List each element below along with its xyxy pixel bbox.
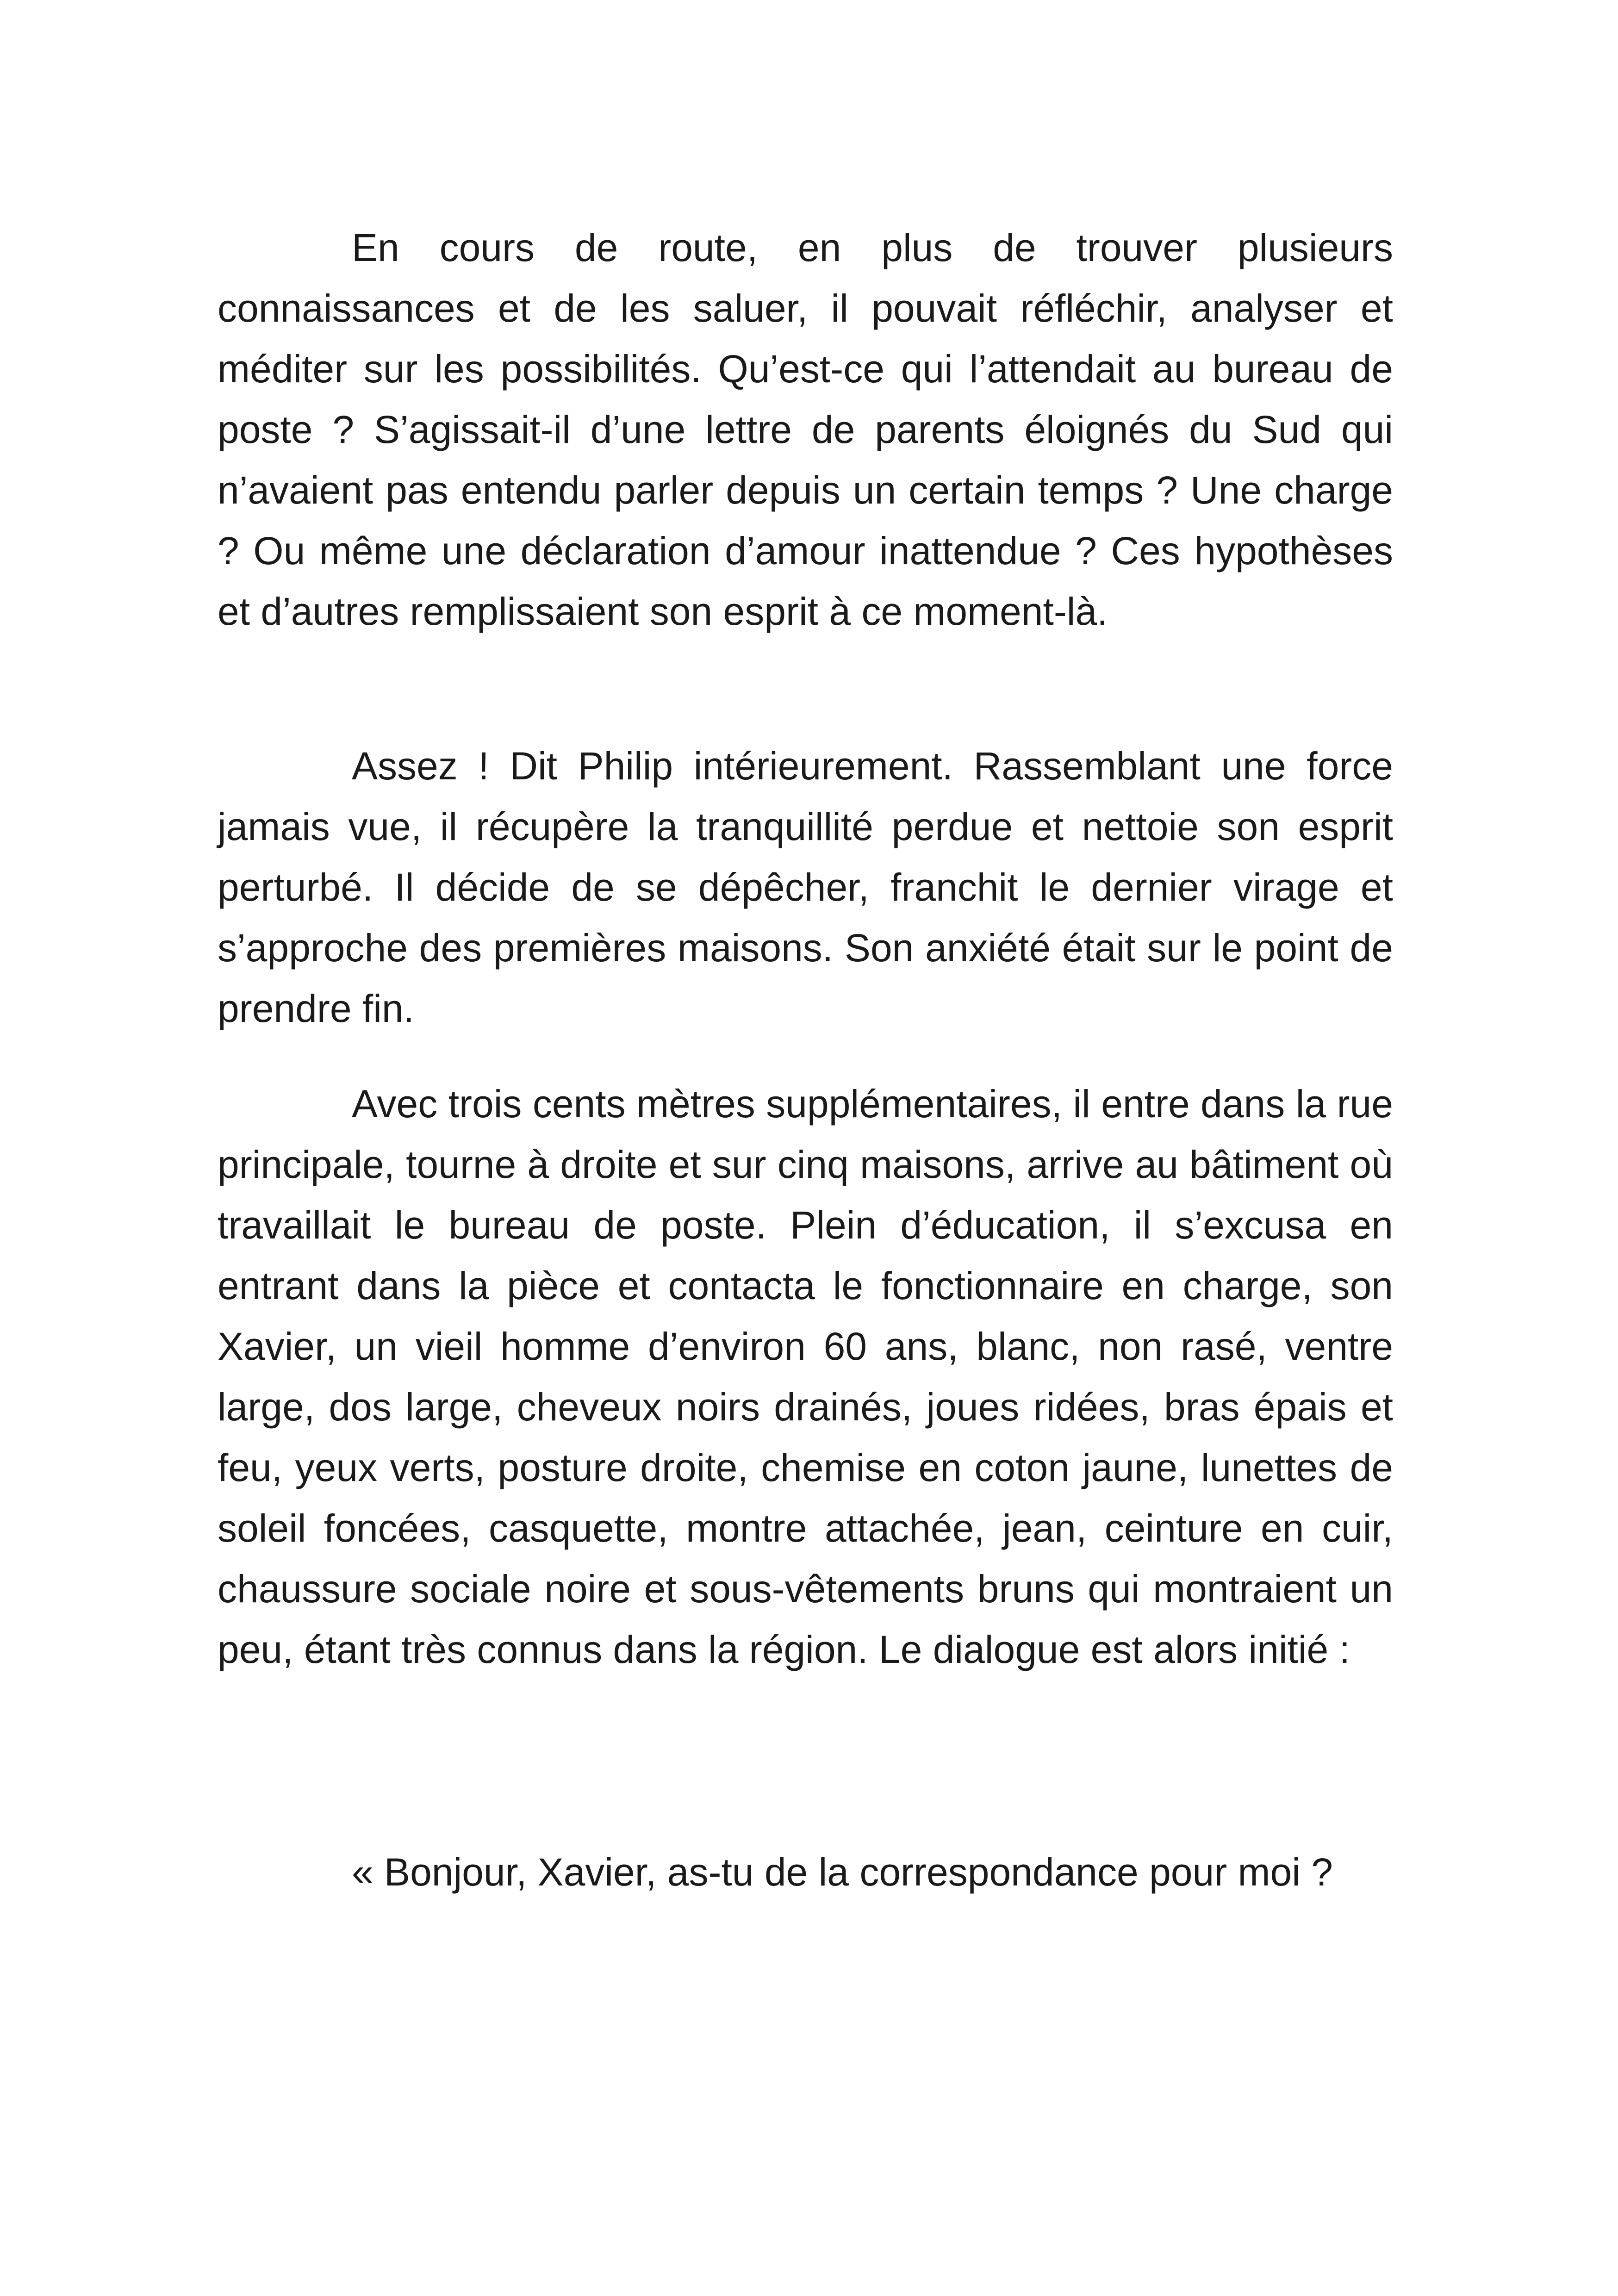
paragraph-text: « Bonjour, Xavier, as-tu de la correspondance pour moi ? bbox=[352, 1850, 1333, 1894]
paragraph-journey bbox=[218, 218, 1393, 642]
paragraph-text: Assez ! Dit Philip intérieurement. Rassemblant une force jamais vue, il récupère la tranquillité perdue et nettoie son esprit perturbé. Il décide de se dépêcher, franchit le dernier virage et s’approche des premières maisons. Son anxiété était sur le point de prendre fin. bbox=[218, 744, 1393, 1030]
paragraph-dialogue bbox=[218, 1842, 1393, 1903]
paragraph-philip bbox=[218, 736, 1393, 1039]
paragraph-text: Avec trois cents mètres supplémentaires, il entre dans la rue principale, tourne à droite et sur cinq maisons, arrive au bâtiment où travaillait le bureau de poste. Plein d’éducation, il s’excusa en entrant dans la pièce et contacta le fonctionnaire en charge, son Xavier, un vieil homme d’environ 60 ans, blanc, non rasé, ventre large, dos large, cheveux noirs drainés, joues ridées, bras épais et feu, yeux verts, posture droite, chemise en coton jaune, lunettes de soleil foncées, casquette, montre attachée, jean, ceinture en cuir, chaussure sociale noire et sous-vêtements bruns qui montraient un peu, étant très connus dans la région. Le dialogue est alors initié : bbox=[218, 1082, 1393, 1671]
paragraph-text: En cours de route, en plus de trouver plusieurs connaissances et de les saluer, il pouvait réfléchir, analyser et méditer sur les possibilités. Qu’est-ce qui l’attendait au bureau de poste ? S’agissait-il d’une lettre de parents éloignés du Sud qui n’avaient pas entendu parler depuis un certain temps ? Une charge ? Ou même une déclaration d’amour inattendue ? Ces hypothèses et d’autres remplissaient son esprit à ce moment-là. bbox=[218, 226, 1393, 633]
paragraph-post-office bbox=[218, 1074, 1393, 1680]
